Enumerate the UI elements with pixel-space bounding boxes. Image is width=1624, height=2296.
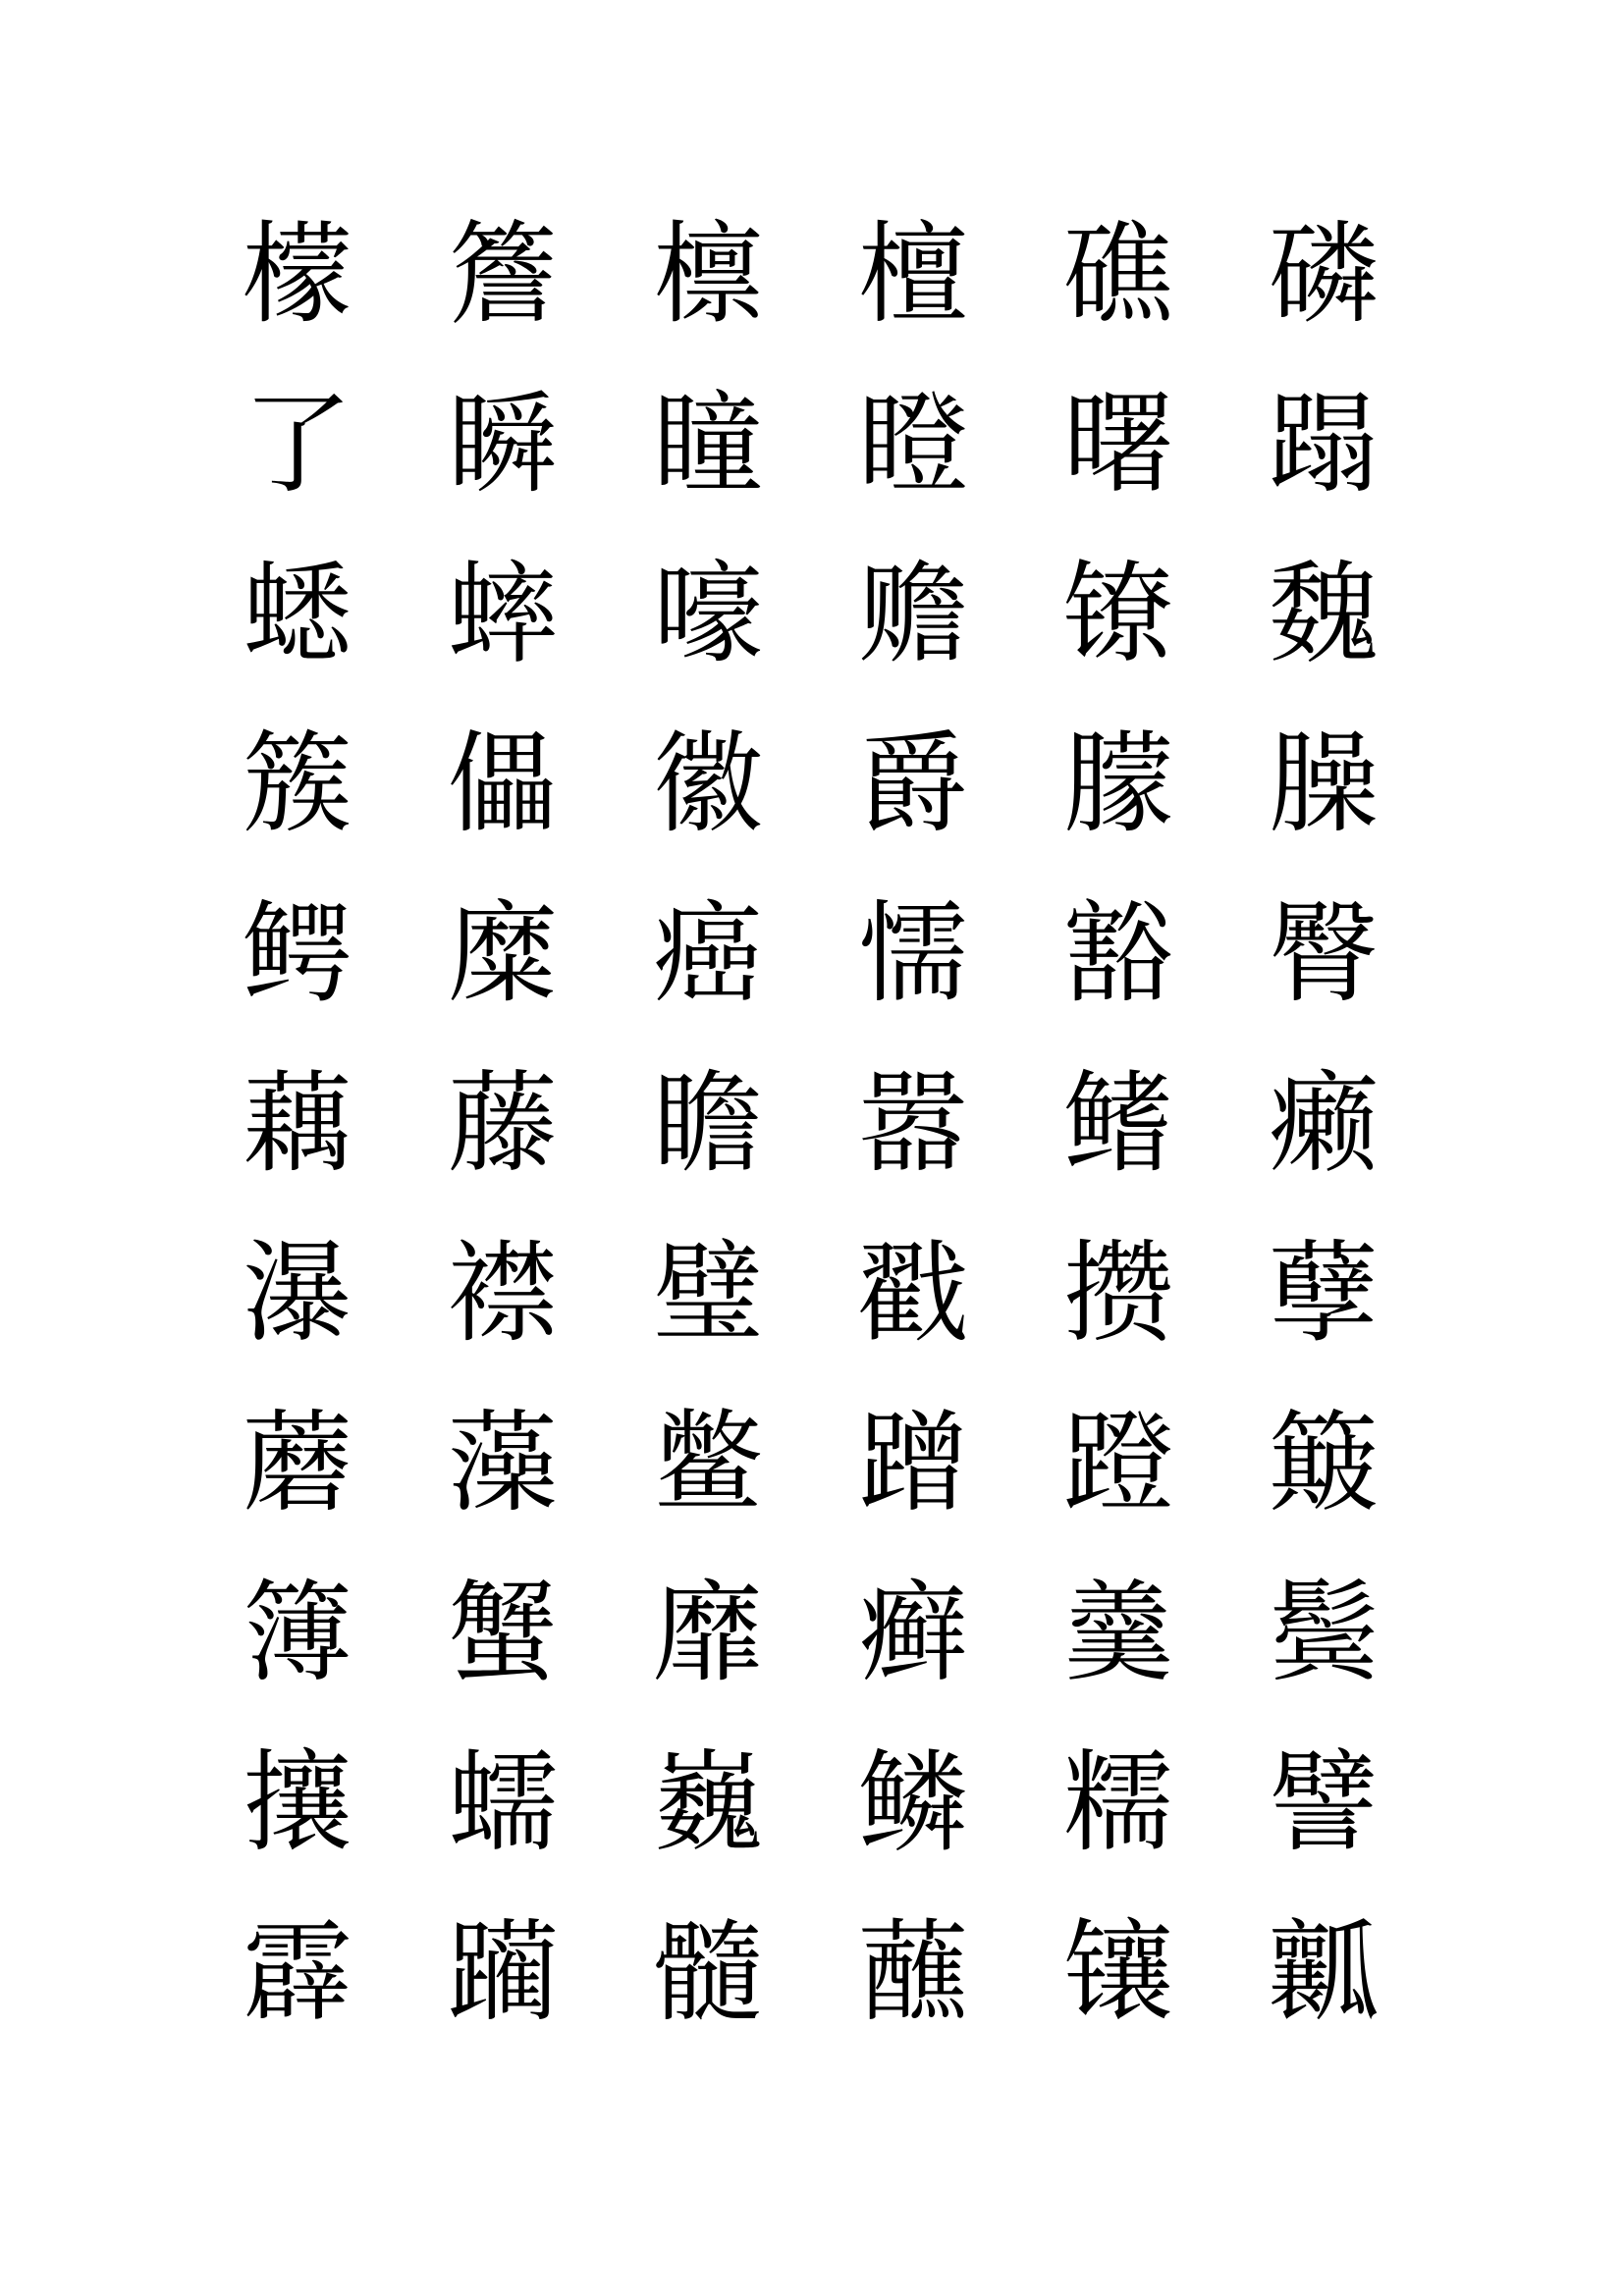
character: 蹬: [1063, 1400, 1173, 1527]
character: 藻: [448, 1400, 558, 1527]
character: 瀑: [243, 1230, 352, 1358]
character: 糯: [1063, 1739, 1173, 1867]
character: 藤: [448, 1060, 558, 1188]
character: 蘑: [243, 1400, 352, 1527]
character: 癞: [1269, 1060, 1379, 1188]
character: 瓤: [1269, 1909, 1379, 2037]
character: 蹋: [1269, 381, 1379, 508]
character: 羹: [1063, 1570, 1173, 1697]
character: 瞻: [653, 1060, 763, 1188]
character: 簿: [243, 1570, 352, 1697]
character: 襟: [448, 1230, 558, 1358]
character: 靡: [653, 1570, 763, 1697]
character: 檀: [858, 211, 968, 339]
character: 鬓: [1269, 1570, 1379, 1697]
character: 礁: [1063, 211, 1173, 339]
character: 豁: [1063, 890, 1173, 1018]
character: 簷: [448, 211, 558, 339]
character: 蟹: [448, 1570, 558, 1697]
character: 戳: [858, 1230, 968, 1358]
character: 譬: [1269, 1739, 1379, 1867]
character: 鳞: [858, 1739, 968, 1867]
character: 蠕: [448, 1739, 558, 1867]
character: 躏: [448, 1909, 558, 2037]
character: 瞪: [858, 381, 968, 508]
character: 癌: [653, 890, 763, 1018]
character: 懦: [858, 890, 968, 1018]
character: 藕: [243, 1060, 352, 1188]
character: 檬: [243, 211, 352, 339]
character: 曙: [1063, 381, 1173, 508]
character: 了: [243, 381, 352, 508]
character: 蟋: [243, 551, 352, 678]
character: 簸: [1269, 1400, 1379, 1527]
character: 镶: [1063, 1909, 1173, 2037]
character: 鳍: [1063, 1060, 1173, 1188]
character: 儡: [448, 721, 558, 848]
character: 朦: [1063, 721, 1173, 848]
character: 嚣: [858, 1060, 968, 1188]
character: 癣: [858, 1570, 968, 1697]
character: 瞳: [653, 381, 763, 508]
character: 簇: [243, 721, 352, 848]
character: 鳖: [653, 1400, 763, 1527]
character: 攒: [1063, 1230, 1173, 1358]
character: 嚎: [653, 551, 763, 678]
character: 孽: [1269, 1230, 1379, 1358]
character: 鳄: [243, 890, 352, 1018]
character-grid: [239, 211, 1470, 2084]
character: 瞬: [448, 381, 558, 508]
character: 璧: [653, 1230, 763, 1358]
character: 檩: [653, 211, 763, 339]
character: 磷: [1269, 211, 1379, 339]
character: 臊: [1269, 721, 1379, 848]
character: 蹭: [858, 1400, 968, 1527]
character: 臀: [1269, 890, 1379, 1018]
character: 髓: [653, 1909, 763, 2037]
character: 爵: [858, 721, 968, 848]
character: 镣: [1063, 551, 1173, 678]
character: 徽: [653, 721, 763, 848]
character: 魏: [1269, 551, 1379, 678]
character: 蘸: [858, 1909, 968, 2037]
character: 蟀: [448, 551, 558, 678]
character: 霹: [243, 1909, 352, 2037]
character: 攘: [243, 1739, 352, 1867]
character: 赡: [858, 551, 968, 678]
character: 糜: [448, 890, 558, 1018]
character: 巍: [653, 1739, 763, 1867]
